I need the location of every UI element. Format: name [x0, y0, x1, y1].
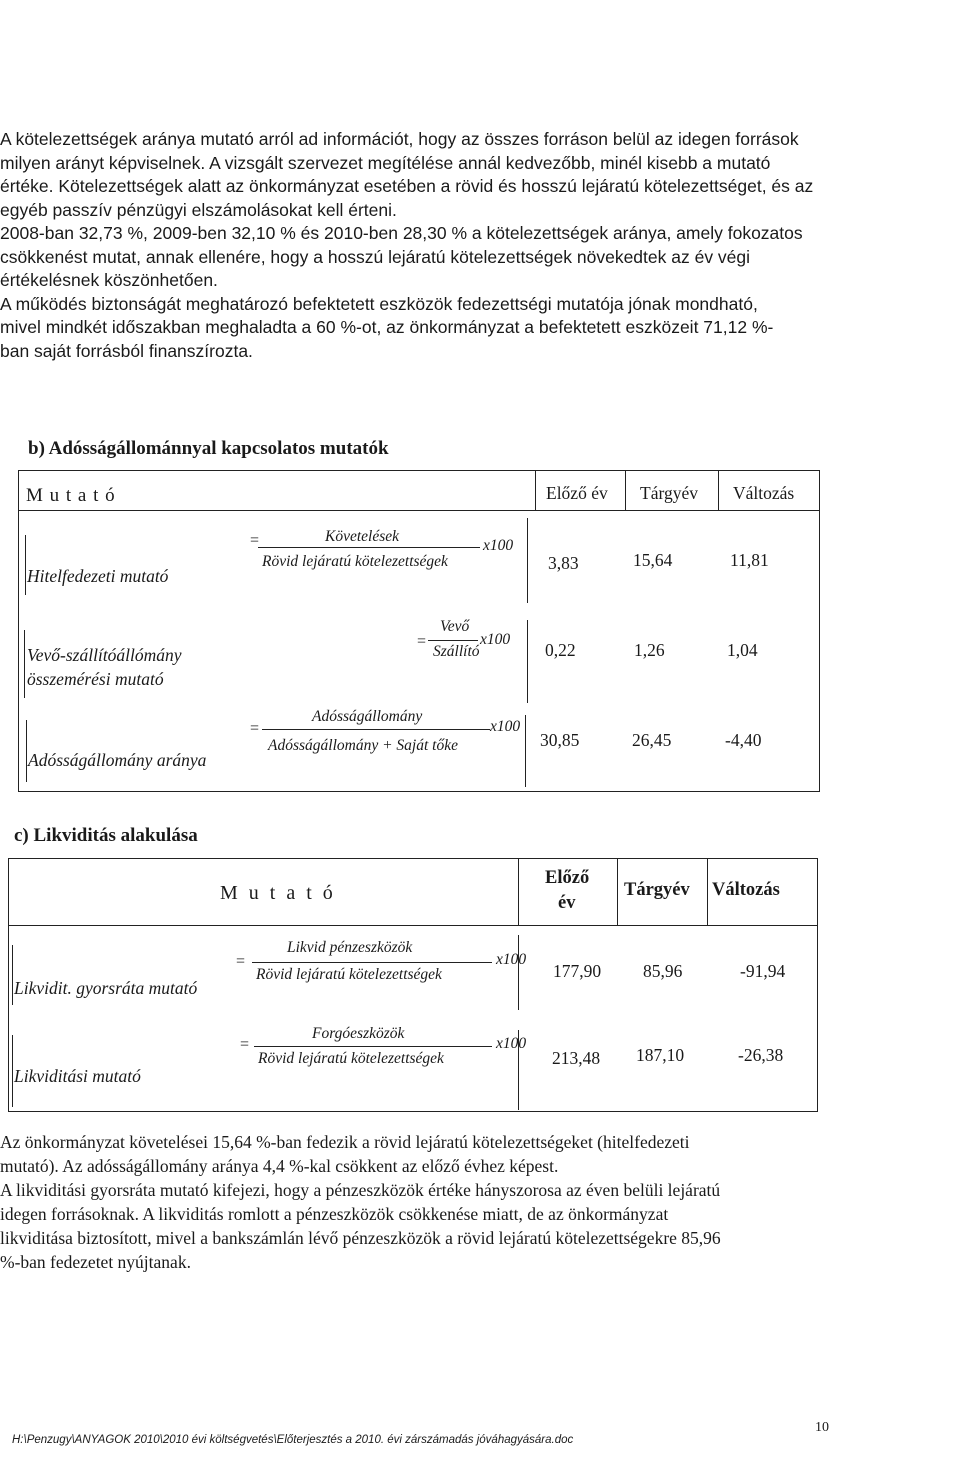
row-marker	[12, 945, 13, 1005]
denominator: Szállító	[433, 643, 480, 660]
col-divider	[518, 858, 519, 926]
denominator: Adósságállomány + Saját tőke	[268, 737, 458, 754]
header-prev-year: Előző év	[546, 483, 608, 503]
intro-line: értéke. Kötelezettségek alatt az önkormányzat esetében a rövid és hosszú lejáratú kötelezettséget, és az	[0, 176, 814, 196]
row-marker	[26, 720, 27, 782]
value-prev: 30,85	[540, 730, 580, 750]
row-name: Likviditási mutató	[14, 1066, 141, 1086]
conclusion-line: Az önkormányzat követelései 15,64 %-ban fedezik a rövid lejáratú kötelezettségeket (hitelfedezeti	[0, 1132, 690, 1152]
intro-paragraph	[0, 128, 830, 363]
intro-line: A működés biztonságát meghatározó befektetett eszközök fedezettségi mutatója jónak mondható,	[0, 293, 758, 314]
intro-line: mivel mindkét időszakban meghaladta a 60 %-ot, az önkormányzat a befektetett eszközeit 71,12 %-	[0, 317, 774, 337]
denominator: Rövid lejáratú kötelezettségek	[256, 966, 442, 983]
row-divider	[527, 620, 528, 703]
intro-line: csökkenést mutat, annak ellenére, hogy a hosszú lejáratú kötelezettségek növekedtek az év végi	[0, 246, 751, 267]
header-current-year: Tárgyév	[640, 483, 698, 503]
header-divider	[18, 510, 820, 511]
denominator: Rövid lejáratú kötelezettségek	[258, 1050, 444, 1067]
col-divider	[625, 470, 626, 510]
conclusion-line: likviditása biztosított, mivel a bankszámlán lévő pénzeszközök a rövid lejáratú kötelezettségekre 85,96	[0, 1228, 721, 1248]
value-change: 11,81	[730, 550, 769, 570]
row-name-line1: Vevő-szállítóállómány	[27, 645, 182, 665]
denominator: Rövid lejáratú kötelezettségek	[262, 553, 448, 570]
intro-line: 2008-ban 32,73 %, 2009-ben 32,10 % és 2010-ben 28,30 % a kötelezettségek aránya, amely fokozatos	[0, 223, 803, 243]
row-name: Hitelfedezeti mutató	[27, 566, 169, 586]
header-mutato: M u t a t ó	[26, 485, 116, 506]
col-divider	[617, 858, 618, 926]
value-curr: 85,96	[643, 961, 683, 981]
conclusion-line: mutató). Az adósságállomány aránya 4,4 %-kal csökkent az előző évhez képest.	[0, 1156, 559, 1176]
equals-sign: =	[240, 1036, 250, 1053]
page-number: 10	[815, 1420, 829, 1435]
numerator: Adósságállomány	[312, 708, 423, 725]
col-divider	[718, 470, 719, 510]
intro-line: ban saját forrásból finanszírozta.	[0, 340, 253, 361]
equals-sign: =	[236, 953, 246, 970]
value-change: -91,94	[740, 961, 786, 981]
value-curr: 1,26	[634, 640, 665, 660]
header-prev-year-line2: év	[558, 893, 576, 913]
fraction-line	[262, 729, 490, 730]
multiplier: x100	[496, 1035, 527, 1052]
intro-line: A kötelezettségek aránya mutató arról ad információt, hogy az összes forráson belül az idegen források	[0, 129, 799, 149]
col-divider	[707, 858, 708, 926]
header-divider	[8, 925, 818, 926]
multiplier: x100	[496, 951, 527, 968]
equals-sign: =	[417, 633, 427, 650]
fraction-line	[428, 640, 478, 641]
conclusion-line: A likviditási gyorsráta mutató kifejezi, hogy a pénzeszközök értéke hányszorosa az éven belüli lejáratú	[0, 1180, 721, 1200]
numerator: Forgóeszközök	[312, 1025, 405, 1042]
row-divider	[518, 935, 519, 1010]
row-name-line2: összemérési mutató	[27, 669, 164, 689]
value-curr: 187,10	[636, 1045, 685, 1065]
intro-line: értékelésnek köszönhetően.	[0, 270, 218, 290]
fraction-line	[254, 1046, 492, 1047]
header-mutato: M u t a t ó	[220, 882, 336, 904]
conclusion-line: %-ban fedezetet nyújtanak.	[0, 1252, 191, 1272]
row-divider	[527, 518, 528, 603]
section-b-heading: b) Adósságállománnyal kapcsolatos mutatók	[28, 438, 389, 459]
value-change: 1,04	[727, 640, 758, 660]
conclusion-line: idegen forrásoknak. A likviditás romlott a pénzeszközök csökkenése miatt, de az önkormányzat	[0, 1204, 669, 1224]
value-change: -26,38	[738, 1045, 784, 1065]
value-change: -4,40	[725, 730, 762, 750]
multiplier: x100	[480, 631, 511, 648]
value-prev: 3,83	[548, 553, 579, 573]
value-curr: 26,45	[632, 730, 672, 750]
row-marker	[12, 1035, 13, 1107]
header-change: Változás	[733, 483, 795, 503]
header-change: Változás	[712, 880, 780, 900]
intro-line: egyéb passzív pénzügyi elszámolásokat kell érteni.	[0, 199, 397, 220]
multiplier: x100	[490, 718, 521, 735]
value-prev: 177,90	[553, 961, 602, 981]
fraction-line	[252, 962, 492, 963]
section-c-heading: c) Likviditás alakulása	[14, 825, 198, 846]
equals-sign: =	[250, 720, 260, 737]
footer-file-path: H:\Penzugy\ANYAGOK 2010\2010 évi költségvetés\Előterjesztés a 2010. évi zárszámadás jóváhagyására.doc	[12, 1434, 574, 1446]
value-prev: 0,22	[545, 640, 576, 660]
value-curr: 15,64	[633, 550, 673, 570]
numerator: Vevő	[440, 618, 470, 635]
equals-sign: =	[250, 532, 260, 549]
conclusion-paragraph	[0, 1130, 721, 1274]
numerator: Követelések	[325, 528, 400, 545]
header-current-year: Tárgyév	[624, 880, 690, 900]
row-name: Likvidit. gyorsráta mutató	[14, 978, 198, 998]
row-name: Adósságállomány aránya	[28, 750, 207, 770]
multiplier: x100	[483, 537, 514, 554]
col-divider	[535, 470, 536, 510]
row-marker	[25, 535, 26, 595]
numerator: Likvid pénzeszközök	[287, 939, 413, 956]
value-prev: 213,48	[552, 1048, 601, 1068]
fraction-line	[258, 547, 480, 548]
header-prev-year-line1: Előző	[545, 868, 590, 888]
row-marker	[24, 630, 25, 698]
row-divider	[525, 715, 526, 787]
intro-line: milyen arányt képviselnek. A vizsgált szervezet megítélése annál kedvezőbb, minél kisebb a mutató	[0, 152, 771, 173]
